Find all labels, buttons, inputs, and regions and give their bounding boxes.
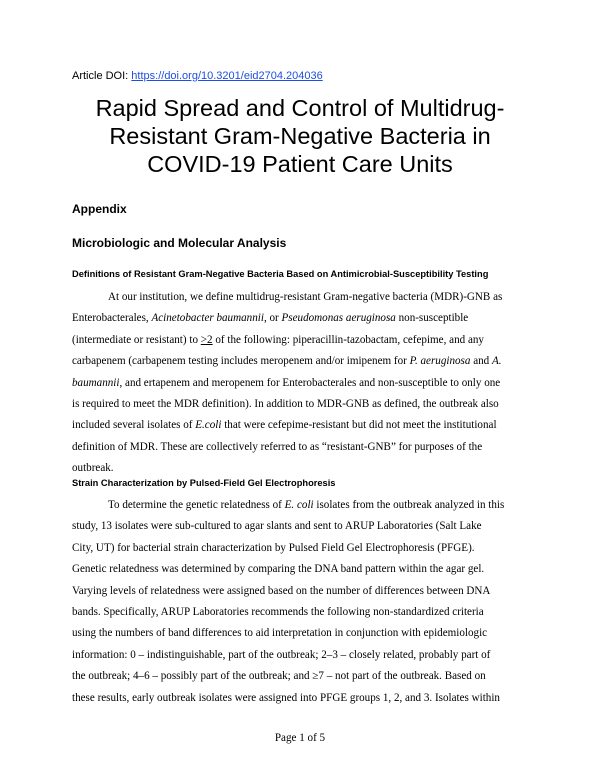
subsection-heading: Definitions of Resistant Gram-Negative Bacteria Based on Antimicrobial-Susceptibility Testing bbox=[72, 269, 489, 279]
page-number: Page 1 of 5 bbox=[274, 732, 326, 744]
text-line: baumannii, and ertapenem and meropenem for Enterobacterales and non-susceptible to only one bbox=[72, 376, 501, 389]
text-line: these results, early outbreak isolates were assigned into PFGE groups 1, 2, and 3. Isolates within bbox=[72, 691, 500, 704]
title-line: COVID-19 Patient Care Units bbox=[147, 151, 453, 177]
text-line: information: 0 – indistinguishable, part of the outbreak; 2–3 – closely related, probably part of bbox=[72, 648, 491, 661]
title-line: Resistant Gram-Negative Bacteria in bbox=[109, 123, 491, 149]
text-line: outbreak. bbox=[72, 462, 114, 475]
text-line: the outbreak; 4–6 – possibly part of the outbreak; and ≥7 – not part of the outbreak. Based on bbox=[72, 670, 486, 683]
text-line: Enterobacterales, Acinetobacter baumannii, or Pseudomonas aeruginosa non-susceptible bbox=[72, 312, 469, 325]
doi-link[interactable]: https://doi.org/10.3201/eid2704.204036 bbox=[131, 70, 323, 82]
text-line: carbapenem (carbapenem testing includes meropenem and/or imipenem for P. aeruginosa and A. bbox=[72, 355, 502, 368]
text-line: Genetic relatedness was determined by comparing the DNA band pattern within the agar gel. bbox=[72, 563, 485, 576]
paragraph-pfge bbox=[72, 495, 528, 709]
section-heading: Microbiologic and Molecular Analysis bbox=[72, 236, 287, 250]
appendix-heading: Appendix bbox=[72, 202, 127, 216]
text-line: is required to meet the MDR definition). In addition to MDR-GNB as defined, the outbreak also bbox=[72, 398, 499, 411]
text-line: At our institution, we define multidrug-resistant Gram-negative bacteria (MDR)-GNB as bbox=[108, 291, 503, 303]
subsection-heading: Strain Characterization by Pulsed-Field Gel Electrophoresis bbox=[72, 478, 336, 488]
article-title bbox=[60, 94, 540, 178]
text-line: included several isolates of E.coli that were cefepime-resistant but did not meet the institutional bbox=[72, 419, 497, 432]
text-line: (intermediate or resistant) to >2 of the following: piperacillin-tazobactam, cefepime, and any bbox=[72, 333, 484, 346]
title-line: Rapid Spread and Control of Multidrug- bbox=[95, 95, 505, 121]
article-doi bbox=[72, 69, 323, 83]
text-line: definition of MDR. These are collectively referred to as “resistant-GNB” for purposes of the bbox=[72, 440, 483, 453]
text-line: study, 13 isolates were sub-cultured to agar slants and sent to ARUP Laboratories (Salt Lake bbox=[72, 520, 482, 533]
text-line: To determine the genetic relatedness of E. coli isolates from the outbreak analyzed in this bbox=[108, 499, 505, 511]
paragraph-resistant-definitions bbox=[72, 287, 528, 480]
text-line: using the numbers of band differences to aid interpretation in conjunction with epidemiologic bbox=[72, 627, 488, 640]
text-line: bands. Specifically, ARUP Laboratories recommends the following non-standardized criteria bbox=[72, 606, 484, 619]
text-line: Varying levels of relatedness were assigned based on the number of differences between DNA bbox=[72, 584, 491, 597]
text-line: City, UT) for bacterial strain characterization by Pulsed Field Gel Electrophoresis (PFGE). bbox=[72, 541, 475, 554]
doi-label: Article DOI: bbox=[72, 70, 132, 82]
